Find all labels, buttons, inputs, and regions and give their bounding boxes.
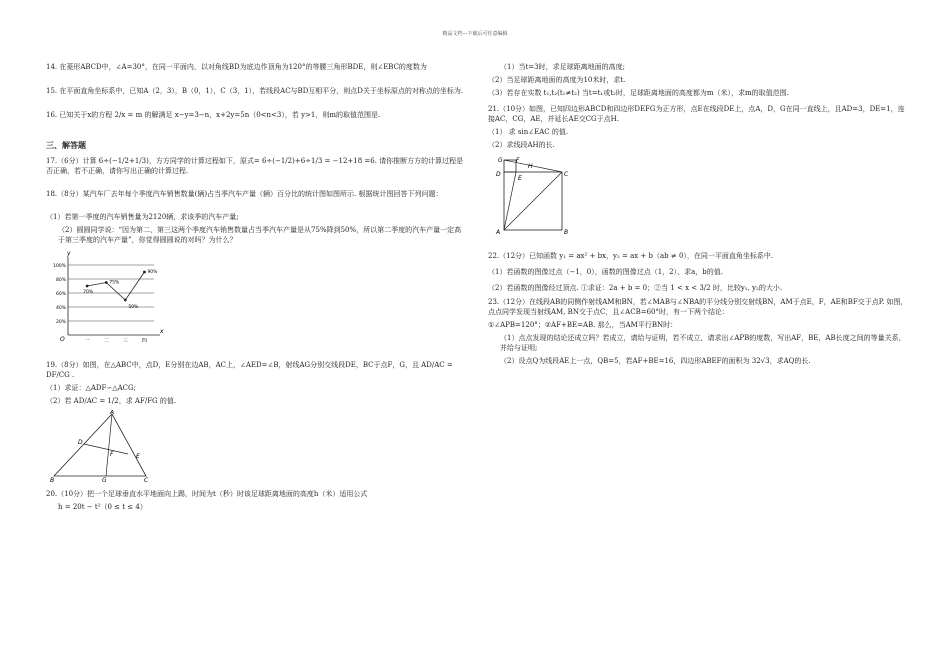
question-21: 21.（10分）如图，已知四边形ABCD和四边形DEFG为正方形，点E在线段DE上，点A，D，G在同一直线上，且AD=3，DE=1，连接AC，CG，AE，并延长AE交CG于点H. — [488, 105, 905, 123]
question-23-part2: （2）设点Q为线段AE上一点，QB=5，若AF+BE=16，四边形ABEF的面积为 32√3，求AQ的长. — [500, 357, 811, 365]
question-20-part1: （1）当t=3时，求足球距离地面的高度; — [500, 63, 625, 71]
question-14: 14. 在菱形ABCD中，∠A=30°，在同一平面内，以对角线BD为底边作顶角为120°的等腰三角形BDE，则∠EBC的度数为 — [46, 63, 427, 71]
right-column — [488, 62, 908, 369]
fig19-label-E: E — [136, 453, 140, 460]
question-21-part2: （2）求线段AH的长. — [488, 141, 555, 149]
fig19-label-B: B — [50, 477, 55, 482]
y-tick-label: 100% — [53, 264, 66, 269]
fig21-label-H: H — [528, 163, 533, 170]
question-20: 20.（10分）把一个足球垂直水平地面向上踢，时间为t（秒）时该足球距离地面的高度h（米）适用公式 — [46, 490, 368, 498]
fig21-label-B: B — [564, 229, 568, 236]
fig21-label-G: G — [498, 157, 503, 164]
y-tick-label: 40% — [55, 306, 66, 311]
triangle-figure-19 — [46, 410, 466, 485]
question-20-part3: （3）若存在实数 t₁,t₂(t₁≠t₂) 当t=t₁或t₂时，足球距离地面的高度都为m（米），求m的取值范围. — [488, 89, 789, 97]
question-23: 23.（12分）在线段AB的同侧作射线AM和BN，若∠MAB与∠NBA的平分线分别交射线BN，AM于点E，F，AE和BF交于点P. 如图，点点同学发现当射线AM, BN交于点C，且∠ACB=60°时，有一下两个结论： — [488, 298, 908, 316]
question-15: 15. 在平面直角坐标系中，已知A（2，3），B（0，1），C（3，1），若线段AC与BD互相平分，则点D关于坐标原点的对称点的坐标为. — [46, 87, 464, 95]
y-tick-label: 80% — [55, 278, 66, 283]
question-21-part1: （1） 求 sin∠EAC 的值. — [488, 128, 569, 136]
question-18-part2: （2）圆圆同学说：“因为第二，第三这两个季度汽车销售数量占当季汽车产量是从75%降到50%，所以第二季度的汽车产量一定高于第三季度的汽车产量”，你觉得圆圆说的对吗？为什么？ — [58, 226, 462, 244]
question-18: 18.（8分）某汽车厂去年每个季度汽车销售数量(辆)占当季汽车产量（辆）百分比的统计图如图所示. 根据统计图回答下列问题： — [46, 190, 443, 198]
fig19-label-A: A — [110, 410, 115, 416]
data-label: 50% — [128, 305, 139, 310]
fig19-label-F: F — [110, 451, 114, 458]
data-label: 75% — [109, 280, 120, 286]
question-22: 22.（12分）已知函数 y₁ = ax² + bx，y₂ = ax + b（ab ≠ 0），在同一平面直角坐标系中. — [488, 252, 774, 260]
question-18-part1: （1）若第一季度的汽车销售量为2120辆，求该季的汽车产量; — [46, 213, 239, 221]
page-header: 精品文档---下载后可任意编辑 — [442, 31, 508, 37]
x-tick-label: 四 — [141, 338, 147, 344]
fig19-label-G: G — [102, 477, 107, 482]
fig21-label-F: F — [516, 157, 520, 164]
question-16: 16. 已知关于x的方程 2/x = m 的解满足 x−y=3−n，x+2y=5n（0<n<3），若 y>1，则m的取值范围是. — [46, 111, 381, 119]
x-tick-label: 一 — [84, 338, 90, 344]
x-tick-label: 三 — [122, 338, 128, 344]
question-20-formula: h = 20t − t²（0 ≤ t ≤ 4） — [58, 503, 147, 511]
question-22-part1: （1）若函数的图像过点（−1，0），函数的图像过点（1，2），求a，b的值. — [488, 268, 724, 276]
square-figure-21 — [488, 154, 908, 239]
question-22-part2: （2）若函数的图像经过顶点. ①求证：2a + b = 0；②当 1 < x < 3/2 时，比较y₁, y₂的大小. — [488, 284, 783, 292]
y-tick-label: 20% — [55, 320, 66, 325]
data-point — [124, 299, 127, 302]
sales-chart — [46, 249, 466, 352]
section-heading: 三、解答题 — [46, 140, 86, 150]
fig21-label-C: C — [564, 171, 568, 178]
sales-chart-svg — [46, 249, 166, 349]
question-23-part1: （1）点点发现的结论还成立吗？若成立，请给与证明，若不成立，请求出∠APB的度数，写出AF，BE，AB长度之间的等量关系，并给与证明; — [500, 334, 906, 352]
question-23-statement: ①∠APB=120°；②AF+BE=AB. 那么，当AM平行BN时： — [488, 321, 678, 329]
left-column — [46, 62, 466, 515]
data-point — [143, 271, 146, 274]
fig19-label-C: C — [144, 477, 149, 482]
data-label: 70% — [83, 290, 94, 295]
question-20-part2: （2）当足球距离地面的高度为10米时，求t. — [488, 76, 626, 84]
question-17: 17.（6分）计算 6÷(−1/2+1/3)，方方同学的计算过程如下，原式= 6÷(−1/2)+6÷1/3 = −12+18 =6. 请你推断方方的计算过程是否正确，若不正确，请你写出正确的计算过程. — [46, 157, 464, 175]
fig21-label-D: D — [496, 171, 501, 178]
x-tick-label: 二 — [103, 338, 109, 344]
y-axis-label: y — [67, 250, 71, 257]
question-19: 19.（8分）如图，在△ABC中，点D，E分别在边AB，AC上，∠AED=∠B，射线AG分别交线段DE，BC于点F，G，且 AD/AC = DF/CG . — [46, 361, 453, 379]
question-19-part1: （1）求证：△ADF∽△ACG; — [46, 384, 136, 392]
origin-label: O — [60, 336, 65, 343]
x-axis-label: x — [160, 328, 164, 335]
fig21-label-A: A — [496, 229, 501, 236]
fig19-label-D: D — [78, 439, 83, 446]
data-point — [86, 285, 89, 288]
data-point — [105, 281, 108, 284]
series-line — [87, 272, 144, 300]
fig21-label-E: E — [518, 175, 522, 182]
question-19-part2: （2）若 AD/AC = 1/2，求 AF/FG 的值. — [46, 397, 177, 405]
y-tick-label: 60% — [55, 292, 66, 297]
data-label: 90% — [147, 270, 158, 275]
